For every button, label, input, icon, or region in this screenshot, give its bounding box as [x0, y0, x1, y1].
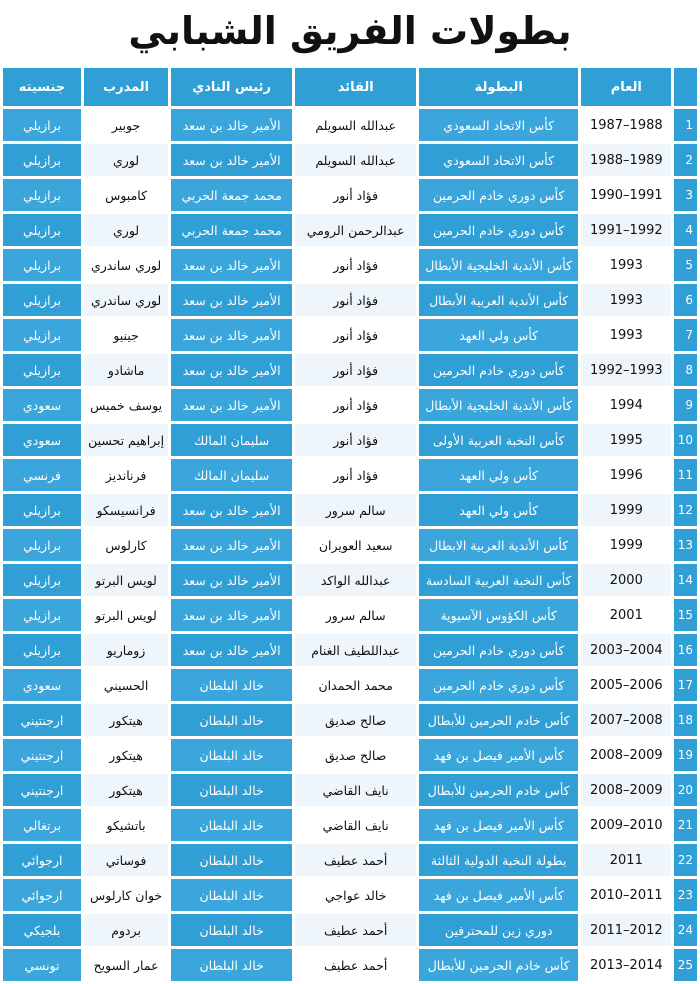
nationality-cell: برازيلي [3, 144, 81, 176]
coach-cell: جينيو [84, 319, 168, 351]
year-cell: 1989–1988 [581, 144, 671, 176]
president-cell: محمد جمعة الحربي [171, 214, 292, 246]
table-row [3, 424, 697, 456]
captain-cell: محمد الحمدان [295, 669, 416, 701]
captain-cell: أحمد عطيف [295, 949, 416, 981]
header-captain: القائد [295, 68, 416, 106]
captain-cell: فؤاد أنور [295, 459, 416, 491]
year-cell: 1994 [581, 389, 671, 421]
year-cell: 1993 [581, 284, 671, 316]
nationality-cell: فرنسي [3, 459, 81, 491]
nationality-cell: برازيلي [3, 599, 81, 631]
captain-cell: أحمد عطيف [295, 914, 416, 946]
row-number: 5 [674, 249, 697, 281]
row-number: 16 [674, 634, 697, 666]
captain-cell: سعيد العويران [295, 529, 416, 561]
president-cell: الأمير خالد بن سعد [171, 389, 292, 421]
table-row [3, 459, 697, 491]
table-row [3, 739, 697, 771]
coach-cell: لوري ساندري [84, 249, 168, 281]
table-row [3, 879, 697, 911]
coach-cell: فرنانديز [84, 459, 168, 491]
president-cell: خالد البلطان [171, 844, 292, 876]
coach-cell: خوان كارلوس [84, 879, 168, 911]
coach-cell: فوساتي [84, 844, 168, 876]
table-row [3, 529, 697, 561]
row-number: 10 [674, 424, 697, 456]
championships-table [0, 65, 700, 984]
row-number: 22 [674, 844, 697, 876]
coach-cell: ماشادو [84, 354, 168, 386]
nationality-cell: سعودي [3, 424, 81, 456]
president-cell: محمد جمعة الحربي [171, 179, 292, 211]
row-number: 2 [674, 144, 697, 176]
president-cell: خالد البلطان [171, 739, 292, 771]
president-cell: خالد البلطان [171, 809, 292, 841]
championship-cell: كأس دوري خادم الحرمين [419, 354, 578, 386]
table-row [3, 844, 697, 876]
captain-cell: سالم سرور [295, 599, 416, 631]
row-number: 13 [674, 529, 697, 561]
captain-cell: صالح صديق [295, 704, 416, 736]
president-cell: خالد البلطان [171, 669, 292, 701]
championship-cell: كأس الأندية الخليجية الأبطال [419, 249, 578, 281]
coach-cell: هيتكور [84, 739, 168, 771]
row-number: 21 [674, 809, 697, 841]
president-cell: الأمير خالد بن سعد [171, 599, 292, 631]
year-cell: 2009–2008 [581, 774, 671, 806]
nationality-cell: برازيلي [3, 214, 81, 246]
president-cell: الأمير خالد بن سعد [171, 249, 292, 281]
coach-cell: لوري ساندري [84, 284, 168, 316]
championship-cell: كأس الكؤوس الآسيوية [419, 599, 578, 631]
year-cell: 1993–1992 [581, 354, 671, 386]
row-number: 6 [674, 284, 697, 316]
table-row [3, 634, 697, 666]
year-cell: 2009–2008 [581, 739, 671, 771]
championship-cell: بطولة النخبة الدولية الثالثة [419, 844, 578, 876]
row-number: 24 [674, 914, 697, 946]
coach-cell: زوماريو [84, 634, 168, 666]
nationality-cell: برازيلي [3, 319, 81, 351]
captain-cell: عبدالله الواكد [295, 564, 416, 596]
championship-cell: كأس الأمير فيصل بن فهد [419, 879, 578, 911]
table-header-row [3, 68, 697, 106]
coach-cell: كامبوس [84, 179, 168, 211]
nationality-cell: ارجنتيني [3, 774, 81, 806]
header-president: رئيس النادي [171, 68, 292, 106]
president-cell: الأمير خالد بن سعد [171, 284, 292, 316]
table-body [3, 109, 697, 981]
nationality-cell: برازيلي [3, 529, 81, 561]
captain-cell: خالد عواجي [295, 879, 416, 911]
row-number: 3 [674, 179, 697, 211]
year-cell: 2000 [581, 564, 671, 596]
year-cell: 1992–1991 [581, 214, 671, 246]
nationality-cell: بلجيكي [3, 914, 81, 946]
row-number: 11 [674, 459, 697, 491]
row-number: 19 [674, 739, 697, 771]
table-row [3, 214, 697, 246]
championship-cell: كأس دوري خادم الحرمين [419, 634, 578, 666]
table-row [3, 564, 697, 596]
year-cell: 1995 [581, 424, 671, 456]
president-cell: سليمان المالك [171, 424, 292, 456]
table-row [3, 354, 697, 386]
coach-cell: هيتكور [84, 704, 168, 736]
row-number: 4 [674, 214, 697, 246]
table-row [3, 949, 697, 981]
president-cell: خالد البلطان [171, 914, 292, 946]
year-cell: 1996 [581, 459, 671, 491]
coach-cell: فرانسيسكو [84, 494, 168, 526]
table-row [3, 319, 697, 351]
coach-cell: باتشيكو [84, 809, 168, 841]
captain-cell: عبداللطيف الغنام [295, 634, 416, 666]
championship-cell: كأس ولي العهد [419, 494, 578, 526]
championship-cell: كأس الأندية العربية الأبطال [419, 284, 578, 316]
coach-cell: جوبير [84, 109, 168, 141]
captain-cell: نايف القاضي [295, 809, 416, 841]
nationality-cell: برازيلي [3, 354, 81, 386]
year-cell: 2011–2010 [581, 879, 671, 911]
nationality-cell: برتغالي [3, 809, 81, 841]
year-cell: 2008–2007 [581, 704, 671, 736]
president-cell: خالد البلطان [171, 949, 292, 981]
table-row [3, 774, 697, 806]
captain-cell: فؤاد أنور [295, 249, 416, 281]
coach-cell: يوسف خميس [84, 389, 168, 421]
table-row [3, 389, 697, 421]
row-number: 23 [674, 879, 697, 911]
nationality-cell: برازيلي [3, 564, 81, 596]
championship-cell: كأس دوري خادم الحرمين [419, 669, 578, 701]
president-cell: الأمير خالد بن سعد [171, 564, 292, 596]
championship-cell: كأس الأندية العربية الابطال [419, 529, 578, 561]
table-row [3, 809, 697, 841]
row-number: 8 [674, 354, 697, 386]
nationality-cell: برازيلي [3, 109, 81, 141]
coach-cell: عمار السويح [84, 949, 168, 981]
championship-cell: كأس النخبة العربية الأولى [419, 424, 578, 456]
championship-cell: كأس الأندية الخليجية الأبطال [419, 389, 578, 421]
nationality-cell: برازيلي [3, 249, 81, 281]
table-row [3, 669, 697, 701]
year-cell: 1993 [581, 319, 671, 351]
header-coach: المدرب [84, 68, 168, 106]
championship-cell: كأس خادم الحرمين للأبطال [419, 949, 578, 981]
table-row [3, 704, 697, 736]
table-row [3, 144, 697, 176]
year-cell: 1993 [581, 249, 671, 281]
nationality-cell: برازيلي [3, 634, 81, 666]
president-cell: الأمير خالد بن سعد [171, 109, 292, 141]
coach-cell: كارلوس [84, 529, 168, 561]
championship-cell: كأس الأمير فيصل بن فهد [419, 809, 578, 841]
president-cell: الأمير خالد بن سعد [171, 634, 292, 666]
table-row [3, 179, 697, 211]
table-row [3, 494, 697, 526]
nationality-cell: برازيلي [3, 179, 81, 211]
coach-cell: بردوم [84, 914, 168, 946]
table-row [3, 109, 697, 141]
year-cell: 1988–1987 [581, 109, 671, 141]
year-cell: 1999 [581, 494, 671, 526]
coach-cell: لوري [84, 214, 168, 246]
championship-cell: كأس الاتحاد السعودي [419, 109, 578, 141]
captain-cell: فؤاد أنور [295, 424, 416, 456]
president-cell: سليمان المالك [171, 459, 292, 491]
row-number: 15 [674, 599, 697, 631]
row-number: 14 [674, 564, 697, 596]
championship-cell: كأس ولي العهد [419, 459, 578, 491]
coach-cell: لوري [84, 144, 168, 176]
captain-cell: عبدالله السويلم [295, 109, 416, 141]
president-cell: الأمير خالد بن سعد [171, 529, 292, 561]
page-title: بطولات الفريق الشبابي [128, 9, 572, 53]
row-number: 7 [674, 319, 697, 351]
championship-cell: كأس دوري خادم الحرمين [419, 214, 578, 246]
captain-cell: فؤاد أنور [295, 284, 416, 316]
president-cell: الأمير خالد بن سعد [171, 354, 292, 386]
row-number: 25 [674, 949, 697, 981]
president-cell: خالد البلطان [171, 774, 292, 806]
year-cell: 2011 [581, 844, 671, 876]
nationality-cell: سعودي [3, 669, 81, 701]
coach-cell: لويس البرتو [84, 564, 168, 596]
year-cell: 2014–2013 [581, 949, 671, 981]
nationality-cell: برازيلي [3, 284, 81, 316]
championship-cell: كأس خادم الحرمين للأبطال [419, 774, 578, 806]
header-championship: البطولة [419, 68, 578, 106]
row-number: 9 [674, 389, 697, 421]
year-cell: 2004–2003 [581, 634, 671, 666]
row-number: 17 [674, 669, 697, 701]
captain-cell: فؤاد أنور [295, 179, 416, 211]
captain-cell: فؤاد أنور [295, 354, 416, 386]
captain-cell: فؤاد أنور [295, 319, 416, 351]
president-cell: الأمير خالد بن سعد [171, 144, 292, 176]
championship-cell: كأس خادم الحرمين للأبطال [419, 704, 578, 736]
row-number: 1 [674, 109, 697, 141]
table-row [3, 249, 697, 281]
header-year: العام [581, 68, 671, 106]
row-number: 20 [674, 774, 697, 806]
row-number: 18 [674, 704, 697, 736]
president-cell: الأمير خالد بن سعد [171, 319, 292, 351]
captain-cell: صالح صديق [295, 739, 416, 771]
championship-cell: كأس الأمير فيصل بن فهد [419, 739, 578, 771]
nationality-cell: ارجوائي [3, 879, 81, 911]
championship-cell: كأس ولي العهد [419, 319, 578, 351]
captain-cell: عبدالله السويلم [295, 144, 416, 176]
president-cell: الأمير خالد بن سعد [171, 494, 292, 526]
coach-cell: الحسيني [84, 669, 168, 701]
championship-cell: دوري زين للمحترفين [419, 914, 578, 946]
table-row [3, 284, 697, 316]
coach-cell: إبراهيم تحسين [84, 424, 168, 456]
table-row [3, 599, 697, 631]
nationality-cell: ارجوائي [3, 844, 81, 876]
year-cell: 2001 [581, 599, 671, 631]
championship-cell: كأس النخبة العربية السادسة [419, 564, 578, 596]
header-number [674, 68, 697, 106]
coach-cell: هيتكور [84, 774, 168, 806]
header-nationality: جنسيته [3, 68, 81, 106]
president-cell: خالد البلطان [171, 704, 292, 736]
year-cell: 2012–2011 [581, 914, 671, 946]
captain-cell: أحمد عطيف [295, 844, 416, 876]
year-cell: 2006–2005 [581, 669, 671, 701]
year-cell: 1991–1990 [581, 179, 671, 211]
year-cell: 1999 [581, 529, 671, 561]
nationality-cell: تونسي [3, 949, 81, 981]
championship-cell: كأس دوري خادم الحرمين [419, 179, 578, 211]
nationality-cell: برازيلي [3, 494, 81, 526]
nationality-cell: ارجنتيني [3, 704, 81, 736]
row-number: 12 [674, 494, 697, 526]
captain-cell: فؤاد أنور [295, 389, 416, 421]
captain-cell: نايف القاضي [295, 774, 416, 806]
year-cell: 2010–2009 [581, 809, 671, 841]
captain-cell: عبدالرحمن الرومي [295, 214, 416, 246]
coach-cell: لويس البرتو [84, 599, 168, 631]
championship-cell: كأس الاتحاد السعودي [419, 144, 578, 176]
captain-cell: سالم سرور [295, 494, 416, 526]
nationality-cell: ارجنتيني [3, 739, 81, 771]
president-cell: خالد البلطان [171, 879, 292, 911]
table-row [3, 914, 697, 946]
nationality-cell: سعودي [3, 389, 81, 421]
